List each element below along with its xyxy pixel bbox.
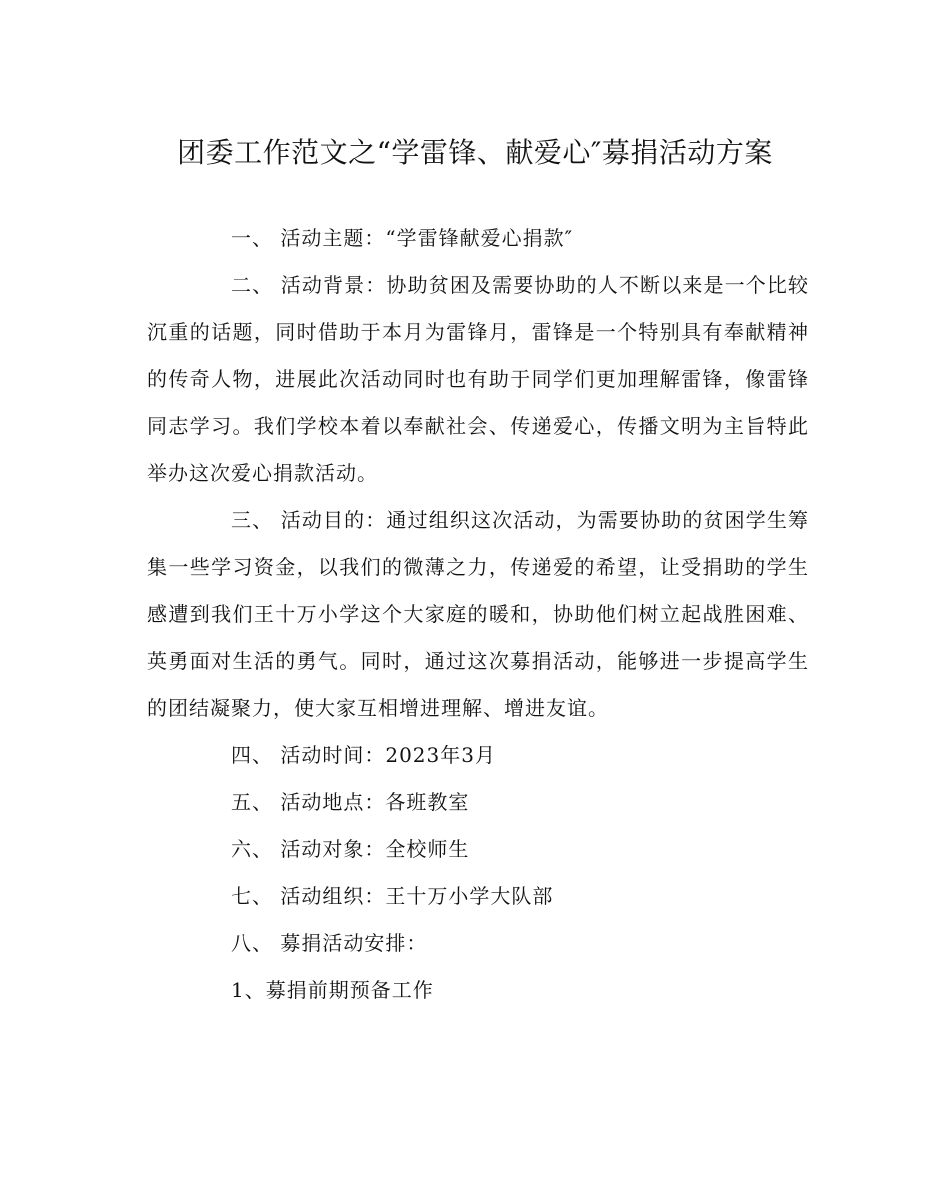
paragraph-activity-time: 四、 活动时间：2023年3月 — [231, 743, 496, 767]
document-title: 团委工作范文之“学雷锋、献爱心″募捐活动方案 — [177, 136, 773, 169]
paragraph-activity-participants: 六、 活动对象：全校师生 — [231, 837, 470, 861]
paragraph-activity-location: 五、 活动地点：各班教室 — [231, 790, 470, 814]
paragraph-activity-organizer: 七、 活动组织：王十万小学大队部 — [231, 884, 554, 908]
paragraph-activity-background: 二、 活动背景：协助贫困及需要协助的人不断以来是一个比较沉重的话题，同时借助于本月为雷锋月，雷锋是一个特别具有奉献精神的传奇人物，进展此次活动同时也有助于同学们更加理解雷锋，像雷锋同志学习。我们学校本着以奉献社会、传递爱心，传播文明为主旨特此举办这次爱心捐款活动。 — [147, 273, 809, 485]
paragraph-activity-theme: 一、 活动主题：“学雷锋献爱心捐款″ — [231, 226, 574, 250]
document-body — [147, 215, 809, 1014]
paragraph-activity-purpose: 三、 活动目的：通过组织这次活动，为需要协助的贫困学生筹集一些学习资金，以我们的微薄之力，传递爱的希望，让受捐助的学生感遭到我们王十万小学这个大家庭的暖和，协助他们树立起战胜困难、英勇面对生活的勇气。同时，通过这次募捐活动，能够进一步提高学生的团结凝聚力，使大家互相增进理解、增进友谊。 — [147, 508, 809, 720]
paragraph-preparation-work: 1、募捐前期预备工作 — [231, 978, 434, 1002]
paragraph-fundraising-arrangement: 八、 募捐活动安排： — [231, 931, 428, 955]
